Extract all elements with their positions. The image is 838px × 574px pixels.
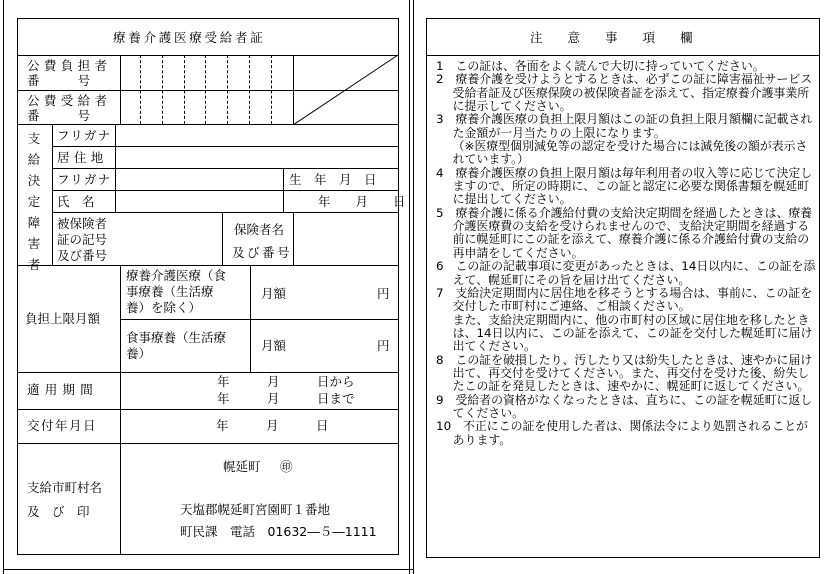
note-item-8: 8 この証を破損したり、汚したり又は紛失したときは、速やかに届け出て、再交付を受けてください。また、再交付を受けた後、紛失したこの証を発見したときは、速やかに、幌延町に返してください。 (436, 352, 813, 394)
public-recipient-number-label: 番号 (27, 108, 129, 123)
bottom-page-edge (3, 569, 413, 570)
fold-line-left (409, 0, 410, 574)
town-address: 天塩郡幌延町宮園町１番地 (180, 502, 331, 517)
furigana-label: フリガナ (57, 128, 112, 143)
insured-id-label-3: 及び番号 (57, 248, 108, 263)
period-from: 年 月 日から (217, 374, 355, 389)
birth-date-line: 年 月 日 (318, 194, 406, 209)
town-name: 幌延町 (223, 459, 261, 474)
seal-mark: ㊞ (280, 459, 293, 474)
note-item-10: 10 不正にこの証を使用した者は、関係法令により処罰されることがあります。 (436, 419, 808, 447)
period-label: 適用期間 (27, 382, 99, 397)
note-item-3: 3 療養介護医療の負担上限月額はこの証の負担上限月額欄に記載された金額が一月当たりの上限になります。 (436, 112, 813, 140)
meal-label-2: 養） (126, 346, 152, 361)
note-item-7-continued: また、支給決定期間内に、他の市町村の区域に居住地を移したときは、14日以内に、この証を添えて、この証を交付した幌延町に届け出てください。 (452, 312, 813, 354)
note-item-3-remark: （※医療型個別減免等の認定を受けた場合には減免後の額が表示されています。） (452, 139, 808, 167)
issue-date: 年 月 日 (216, 418, 329, 433)
notes-title: 注 意 事 項 欄 (530, 30, 693, 45)
support-decision-vertical-label: 支 給 決 定 障 害 者 (27, 131, 41, 272)
note-item-2: 2 療養介護を受けようとするときは、必ずこの証に障害福祉サービス受給者証及び医療保険の被保険者証を添えて、指定療養介護事業所に提示してください。 (436, 72, 813, 114)
note-item-4: 4 療養介護医療の負担上限月額は毎年利用者の収入等に応じて決定しますので、所定の時期に、この証と認定に必要な関係書類を幌延町に提出してください。 (436, 165, 813, 207)
diagonal-strike (293, 55, 399, 125)
medical-label-3: 養）を除く） (126, 300, 202, 315)
meal-label-1: 食事療養（生活療 (126, 330, 227, 345)
insurer-label: 保険者名 (234, 222, 285, 237)
note-item-6: 6 この証の記載事項に変更があったときは、14日以内に、この証を添えて、幌延町にその旨を届け出てください。 (436, 259, 816, 287)
medical-label-2: 事療養（生活療 (126, 284, 214, 299)
issue-label: 交付年月日 (27, 418, 98, 433)
note-item-5: 5 療養介護に係る介護給付費の支給決定期間を経過したときは、療養介護医療費の支給を受けられませんので、支給決定期間を経過する前に幌延町にこの証を添えて、療養介護に係る介護給付費の支給の再申請をしてください。 (436, 205, 813, 260)
yen-label: 円 (377, 286, 390, 301)
municipality-seal-label: 及 び 印 (27, 504, 90, 519)
town-contact: 町民課 電話 01632―５―1111 (180, 524, 377, 539)
furigana-label-2: フリガナ (57, 172, 112, 187)
period-to: 年 月 日まで (217, 391, 355, 406)
note-item-7: 7 支給決定期間内に居住地を移そうとする場合は、事前に、この証を交付した市町村にご連絡、ご相談ください。 (436, 285, 813, 314)
notes-list (436, 60, 816, 447)
yen-label-2: 円 (377, 338, 390, 353)
note-item-9: 9 受給者の資格がなくなったときは、直ちに、この証を幌延町に返してください。 (436, 392, 813, 420)
limit-label: 負担上限月額 (25, 311, 101, 326)
monthly-label-2: 月額 (261, 338, 287, 353)
insurer-number-label: 及び番号 (232, 245, 293, 260)
municipality-label: 支給市町村名 (27, 480, 103, 495)
left-page-edge (3, 0, 4, 574)
medical-label-1: 療養介護医療（食 (126, 268, 227, 283)
monthly-label: 月額 (261, 286, 287, 301)
name-label: 氏 名 (57, 194, 95, 209)
note-item-1: 1 この証は、各面をよく読んで大切に持っていてください。 (436, 59, 765, 73)
public-payer-label: 公費負担者 (27, 58, 112, 73)
public-recipient-label: 公費受給者 (27, 93, 112, 108)
certificate-title: 療養介護医療受給者証 (113, 30, 266, 45)
insured-id-label-1: 被保険者 (57, 216, 108, 231)
address-label: 居住地 (57, 150, 108, 165)
insured-id-label-2: 証の記号 (57, 232, 108, 247)
birth-label: 生 年 月 日 (289, 172, 377, 187)
public-payer-number-label: 番号 (27, 73, 129, 88)
fold-line-right (413, 0, 414, 574)
